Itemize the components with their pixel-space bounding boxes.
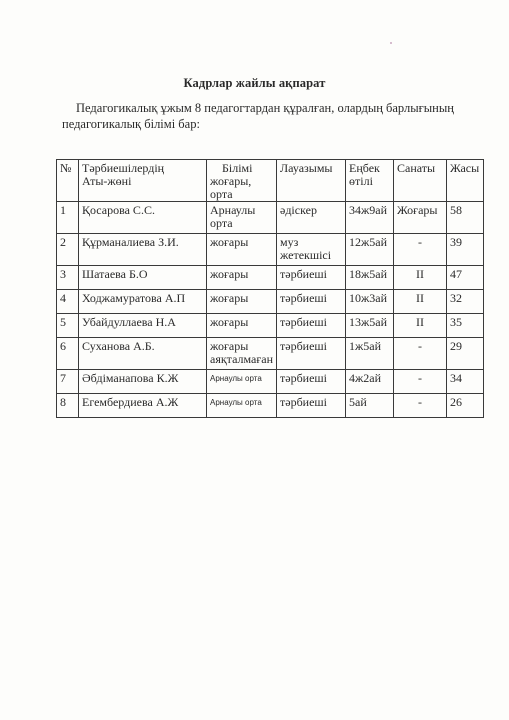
cell-no: 1 <box>57 202 79 234</box>
cell-category: - <box>394 234 447 266</box>
header-name-line-2: Аты-жөні <box>82 174 132 188</box>
cell-position-line-2: жетекшісі <box>280 248 332 262</box>
cell-category: - <box>394 394 447 418</box>
cell-name: Әбдіманапова К.Ж <box>79 370 207 394</box>
cell-category: - <box>394 370 447 394</box>
cell-age: 35 <box>447 314 484 338</box>
header-age: Жасы <box>447 160 484 202</box>
header-position: Лауазымы <box>277 160 346 202</box>
table-row <box>57 266 484 290</box>
cell-position-line-1: муз <box>280 235 299 249</box>
cell-no: 4 <box>57 290 79 314</box>
cell-education: жоғары <box>207 266 277 290</box>
header-education-line-3: орта <box>210 187 233 201</box>
table-row <box>57 394 484 418</box>
cell-name: Құрманалиева З.И. <box>79 234 207 266</box>
cell-category: II <box>394 290 447 314</box>
cell-category: Жоғары <box>394 202 447 234</box>
header-no: № <box>57 160 79 202</box>
cell-name: Убайдуллаева Н.А <box>79 314 207 338</box>
header-education-line-2: жоғары, <box>210 174 252 188</box>
cell-education-line-1: Арнаулы <box>210 203 256 217</box>
table-row <box>57 370 484 394</box>
cell-age: 47 <box>447 266 484 290</box>
intro-line-2: педагогикалық білімі бар: <box>62 117 200 131</box>
cell-experience: 4ж2ай <box>346 370 394 394</box>
cell-education-line-1: жоғары <box>210 339 249 353</box>
cell-name: Егембердиева А.Ж <box>79 394 207 418</box>
table-row <box>57 234 484 266</box>
cell-education: Арнаулы орта <box>207 394 277 418</box>
header-name <box>79 160 207 202</box>
cell-position: тәрбиеші <box>277 338 346 370</box>
table-row <box>57 290 484 314</box>
cell-category: - <box>394 338 447 370</box>
cell-age: 32 <box>447 290 484 314</box>
cell-education <box>207 338 277 370</box>
cell-education: жоғары <box>207 290 277 314</box>
cell-education: Арнаулы орта <box>207 370 277 394</box>
header-education-line-1: Білімі <box>222 161 253 175</box>
cell-education <box>207 202 277 234</box>
cell-experience: 1ж5ай <box>346 338 394 370</box>
cell-experience: 18ж5ай <box>346 266 394 290</box>
cell-education: жоғары <box>207 314 277 338</box>
header-experience-line-2: өтілі <box>349 174 373 188</box>
cell-category: II <box>394 266 447 290</box>
cell-age: 34 <box>447 370 484 394</box>
table-header-row <box>57 160 484 202</box>
header-name-line-1: Тәрбиешілердің <box>82 161 165 175</box>
cell-name: Қосарова С.С. <box>79 202 207 234</box>
cell-experience: 34ж9ай <box>346 202 394 234</box>
cell-no: 5 <box>57 314 79 338</box>
cell-age: 29 <box>447 338 484 370</box>
cell-age: 26 <box>447 394 484 418</box>
table-row <box>57 338 484 370</box>
table-row <box>57 314 484 338</box>
cell-position: тәрбиеші <box>277 394 346 418</box>
cell-age: 58 <box>447 202 484 234</box>
cell-name: Шатаева Б.О <box>79 266 207 290</box>
intro-paragraph <box>62 100 476 132</box>
cell-position: тәрбиеші <box>277 266 346 290</box>
cell-position: тәрбиеші <box>277 370 346 394</box>
cell-no: 7 <box>57 370 79 394</box>
cell-no: 8 <box>57 394 79 418</box>
cell-position: әдіскер <box>277 202 346 234</box>
header-experience <box>346 160 394 202</box>
cell-age: 39 <box>447 234 484 266</box>
document-title: Кадрлар жайлы ақпарат <box>183 76 326 90</box>
cell-experience: 5ай <box>346 394 394 418</box>
cell-position: тәрбиеші <box>277 290 346 314</box>
intro-line-1: Педагогикалық ұжым 8 педагогтардан құралған, олардың барлығының <box>76 101 454 115</box>
cell-no: 2 <box>57 234 79 266</box>
cell-experience: 12ж5ай <box>346 234 394 266</box>
header-category: Санаты <box>394 160 447 202</box>
cell-education: жоғары <box>207 234 277 266</box>
cell-position: тәрбиеші <box>277 314 346 338</box>
cell-no: 6 <box>57 338 79 370</box>
cell-name: Суханова А.Б. <box>79 338 207 370</box>
cell-position <box>277 234 346 266</box>
cell-education-line-2: орта <box>210 216 233 230</box>
table-row <box>57 202 484 234</box>
header-experience-line-1: Еңбек <box>349 161 380 175</box>
cell-no: 3 <box>57 266 79 290</box>
cell-category: II <box>394 314 447 338</box>
cell-education-line-2: аяқталмаған <box>210 352 273 366</box>
cell-experience: 13ж5ай <box>346 314 394 338</box>
ink-mark <box>390 42 392 44</box>
header-education <box>207 160 277 202</box>
cell-name: Ходжамуратова А.П <box>79 290 207 314</box>
staff-table <box>56 159 484 418</box>
cell-experience: 10ж3ай <box>346 290 394 314</box>
